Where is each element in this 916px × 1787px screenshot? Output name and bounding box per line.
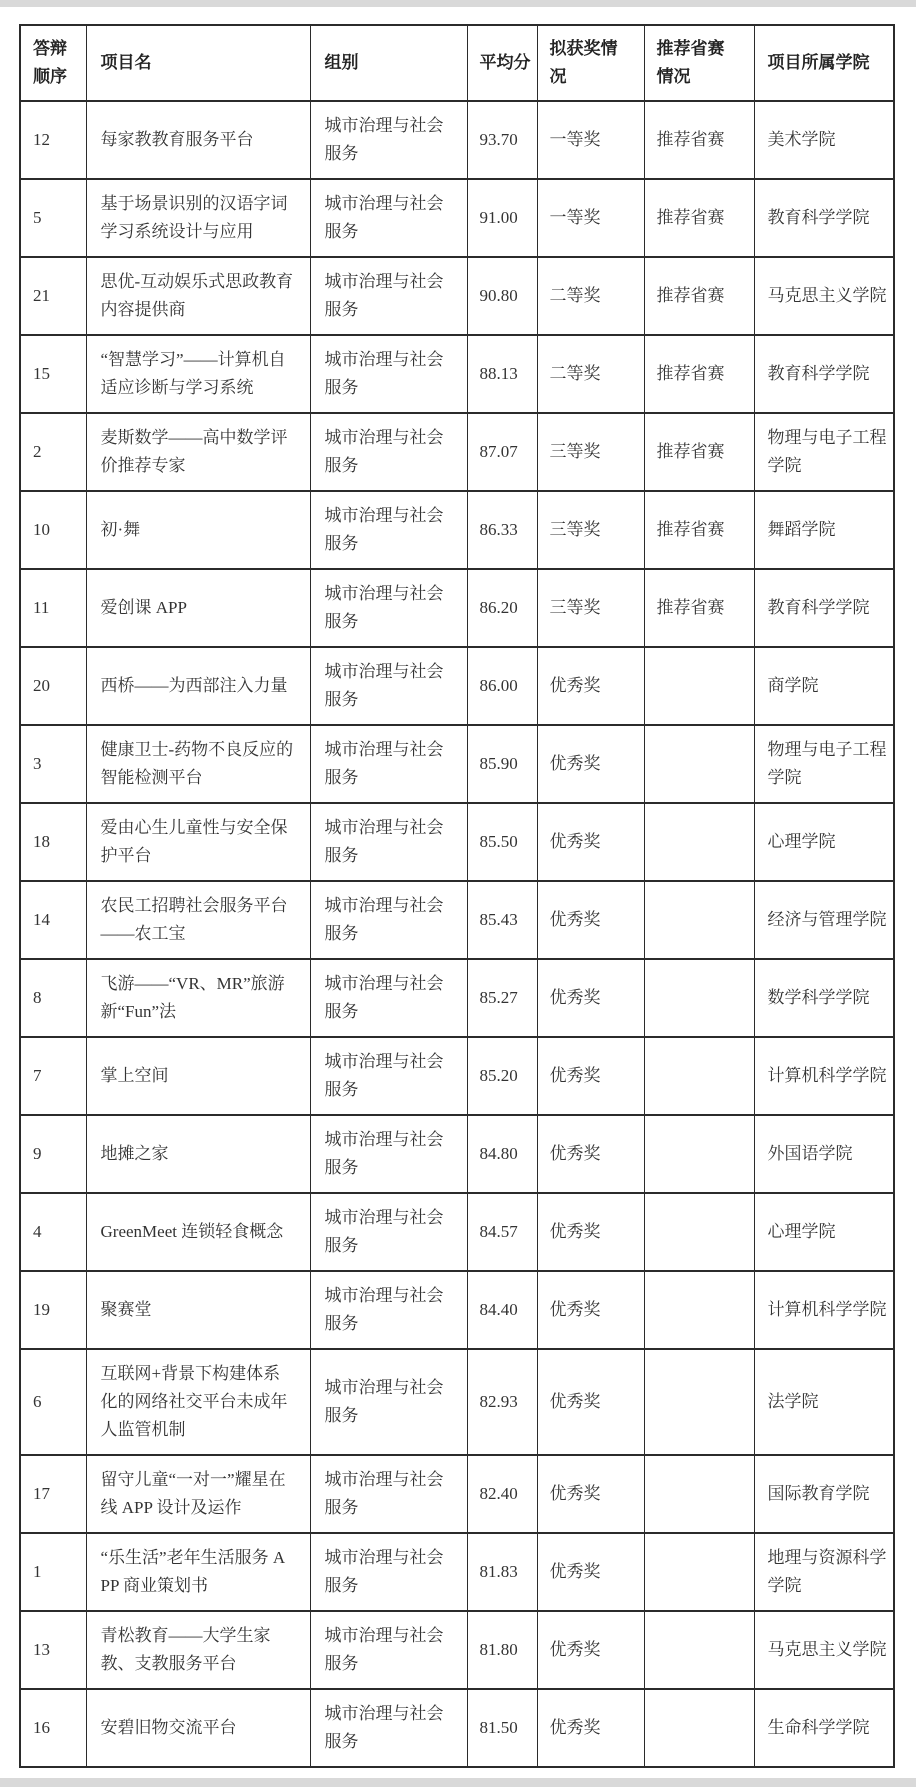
cell-defense-order: 7 — [20, 1037, 86, 1115]
cell-proposed-award: 优秀奖 — [537, 1455, 644, 1533]
cell-proposed-award: 三等奖 — [537, 413, 644, 491]
cell-group: 城市治理与社会服务 — [310, 647, 467, 725]
cell-provincial-recommendation — [644, 725, 754, 803]
cell-provincial-recommendation — [644, 803, 754, 881]
cell-average-score: 82.93 — [467, 1349, 537, 1455]
cell-defense-order: 9 — [20, 1115, 86, 1193]
cell-average-score: 93.70 — [467, 101, 537, 179]
cell-group: 城市治理与社会服务 — [310, 569, 467, 647]
cell-provincial-recommendation — [644, 1349, 754, 1455]
table-row — [20, 413, 894, 491]
table-row — [20, 1037, 894, 1115]
cell-proposed-award: 优秀奖 — [537, 1115, 644, 1193]
cell-project-name: 留守儿童“一对一”耀星在线 APP 设计及运作 — [86, 1455, 310, 1533]
cell-average-score: 85.20 — [467, 1037, 537, 1115]
table-row — [20, 1455, 894, 1533]
cell-group: 城市治理与社会服务 — [310, 803, 467, 881]
cell-group: 城市治理与社会服务 — [310, 335, 467, 413]
table-row — [20, 803, 894, 881]
cell-project-name: 青松教育——大学生家教、支教服务平台 — [86, 1611, 310, 1689]
cell-defense-order: 11 — [20, 569, 86, 647]
cell-defense-order: 16 — [20, 1689, 86, 1767]
cell-proposed-award: 优秀奖 — [537, 1193, 644, 1271]
table-row — [20, 725, 894, 803]
cell-defense-order: 18 — [20, 803, 86, 881]
table-row — [20, 1611, 894, 1689]
cell-defense-order: 4 — [20, 1193, 86, 1271]
cell-proposed-award: 优秀奖 — [537, 881, 644, 959]
cell-project-name: 基于场景识别的汉语字词学习系统设计与应用 — [86, 179, 310, 257]
cell-project-college: 经济与管理学院 — [754, 881, 894, 959]
cell-project-college: 教育科学学院 — [754, 569, 894, 647]
cell-project-college: 物理与电子工程学院 — [754, 413, 894, 491]
cell-project-college: 心理学院 — [754, 803, 894, 881]
cell-provincial-recommendation — [644, 1533, 754, 1611]
cell-provincial-recommendation — [644, 1037, 754, 1115]
header-defense-order: 答辩顺序 — [20, 25, 86, 101]
cell-project-college: 计算机科学学院 — [754, 1037, 894, 1115]
cell-provincial-recommendation: 推荐省赛 — [644, 335, 754, 413]
cell-defense-order: 17 — [20, 1455, 86, 1533]
results-table-header — [20, 25, 894, 101]
header-project-name: 项目名 — [86, 25, 310, 101]
cell-project-name: 爱创课 APP — [86, 569, 310, 647]
table-row — [20, 1349, 894, 1455]
cell-provincial-recommendation — [644, 881, 754, 959]
cell-proposed-award: 优秀奖 — [537, 1271, 644, 1349]
cell-defense-order: 20 — [20, 647, 86, 725]
table-row — [20, 1271, 894, 1349]
table-row — [20, 179, 894, 257]
cell-group: 城市治理与社会服务 — [310, 959, 467, 1037]
cell-proposed-award: 优秀奖 — [537, 647, 644, 725]
cell-project-college: 外国语学院 — [754, 1115, 894, 1193]
cell-provincial-recommendation: 推荐省赛 — [644, 101, 754, 179]
cell-project-college: 地理与资源科学学院 — [754, 1533, 894, 1611]
cell-defense-order: 12 — [20, 101, 86, 179]
cell-group: 城市治理与社会服务 — [310, 1115, 467, 1193]
cell-proposed-award: 一等奖 — [537, 179, 644, 257]
cell-proposed-award: 优秀奖 — [537, 1611, 644, 1689]
results-table-body — [20, 101, 894, 1767]
table-row — [20, 1193, 894, 1271]
header-group: 组别 — [310, 25, 467, 101]
table-row — [20, 569, 894, 647]
cell-project-name: “乐生活”老年生活服务 APP 商业策划书 — [86, 1533, 310, 1611]
cell-project-name: 健康卫士-药物不良反应的智能检测平台 — [86, 725, 310, 803]
cell-provincial-recommendation — [644, 1611, 754, 1689]
cell-provincial-recommendation — [644, 1455, 754, 1533]
cell-average-score: 84.80 — [467, 1115, 537, 1193]
cell-group: 城市治理与社会服务 — [310, 491, 467, 569]
cell-group: 城市治理与社会服务 — [310, 725, 467, 803]
cell-project-college: 商学院 — [754, 647, 894, 725]
header-row — [20, 25, 894, 101]
cell-group: 城市治理与社会服务 — [310, 1533, 467, 1611]
table-row — [20, 491, 894, 569]
cell-project-college: 马克思主义学院 — [754, 1611, 894, 1689]
cell-project-college: 国际教育学院 — [754, 1455, 894, 1533]
cell-provincial-recommendation — [644, 1193, 754, 1271]
cell-average-score: 81.83 — [467, 1533, 537, 1611]
cell-provincial-recommendation: 推荐省赛 — [644, 257, 754, 335]
cell-project-college: 法学院 — [754, 1349, 894, 1455]
cell-defense-order: 2 — [20, 413, 86, 491]
cell-group: 城市治理与社会服务 — [310, 1037, 467, 1115]
cell-defense-order: 6 — [20, 1349, 86, 1455]
cell-defense-order: 8 — [20, 959, 86, 1037]
table-row — [20, 959, 894, 1037]
cell-project-name: 农民工招聘社会服务平台——农工宝 — [86, 881, 310, 959]
cell-group: 城市治理与社会服务 — [310, 881, 467, 959]
table-row — [20, 335, 894, 413]
cell-project-name: 爱由心生儿童性与安全保护平台 — [86, 803, 310, 881]
cell-defense-order: 3 — [20, 725, 86, 803]
cell-proposed-award: 优秀奖 — [537, 1037, 644, 1115]
cell-average-score: 88.13 — [467, 335, 537, 413]
cell-average-score: 85.43 — [467, 881, 537, 959]
header-proposed-award: 拟获奖情况 — [537, 25, 644, 101]
cell-provincial-recommendation — [644, 1115, 754, 1193]
header-provincial-recommendation: 推荐省赛情况 — [644, 25, 754, 101]
cell-average-score: 86.33 — [467, 491, 537, 569]
cell-proposed-award: 三等奖 — [537, 491, 644, 569]
cell-project-name: 每家教教育服务平台 — [86, 101, 310, 179]
cell-project-college: 美术学院 — [754, 101, 894, 179]
cell-proposed-award: 优秀奖 — [537, 1689, 644, 1767]
cell-project-name: 飞游——“VR、MR”旅游新“Fun”法 — [86, 959, 310, 1037]
table-row — [20, 1115, 894, 1193]
cell-proposed-award: 优秀奖 — [537, 959, 644, 1037]
cell-provincial-recommendation — [644, 1689, 754, 1767]
cell-project-name: 安碧旧物交流平台 — [86, 1689, 310, 1767]
cell-average-score: 85.50 — [467, 803, 537, 881]
cell-group: 城市治理与社会服务 — [310, 1455, 467, 1533]
cell-provincial-recommendation: 推荐省赛 — [644, 569, 754, 647]
cell-provincial-recommendation — [644, 959, 754, 1037]
cell-defense-order: 15 — [20, 335, 86, 413]
cell-average-score: 82.40 — [467, 1455, 537, 1533]
table-row — [20, 1533, 894, 1611]
cell-project-college: 心理学院 — [754, 1193, 894, 1271]
table-row — [20, 257, 894, 335]
cell-proposed-award: 三等奖 — [537, 569, 644, 647]
cell-proposed-award: 优秀奖 — [537, 803, 644, 881]
cell-average-score: 85.27 — [467, 959, 537, 1037]
cell-proposed-award: 优秀奖 — [537, 725, 644, 803]
cell-average-score: 84.40 — [467, 1271, 537, 1349]
cell-project-name: 互联网+背景下构建体系化的网络社交平台未成年人监管机制 — [86, 1349, 310, 1455]
cell-average-score: 86.20 — [467, 569, 537, 647]
cell-proposed-award: 二等奖 — [537, 257, 644, 335]
cell-proposed-award: 优秀奖 — [537, 1349, 644, 1455]
cell-defense-order: 21 — [20, 257, 86, 335]
table-row — [20, 647, 894, 725]
cell-project-name: 麦斯数学——高中数学评价推荐专家 — [86, 413, 310, 491]
cell-proposed-award: 二等奖 — [537, 335, 644, 413]
cell-group: 城市治理与社会服务 — [310, 179, 467, 257]
cell-average-score: 81.50 — [467, 1689, 537, 1767]
cell-project-college: 数学科学学院 — [754, 959, 894, 1037]
cell-project-name: 思优-互动娱乐式思政教育内容提供商 — [86, 257, 310, 335]
cell-group: 城市治理与社会服务 — [310, 1271, 467, 1349]
cell-project-college: 生命科学学院 — [754, 1689, 894, 1767]
table-row — [20, 1689, 894, 1767]
cell-project-college: 教育科学学院 — [754, 335, 894, 413]
cell-average-score: 90.80 — [467, 257, 537, 335]
header-project-college: 项目所属学院 — [754, 25, 894, 101]
cell-average-score: 81.80 — [467, 1611, 537, 1689]
cell-project-name: 聚赛堂 — [86, 1271, 310, 1349]
document-page — [0, 7, 916, 1778]
cell-group: 城市治理与社会服务 — [310, 101, 467, 179]
cell-group: 城市治理与社会服务 — [310, 257, 467, 335]
cell-group: 城市治理与社会服务 — [310, 1349, 467, 1455]
table-row — [20, 881, 894, 959]
results-table — [19, 24, 895, 1768]
cell-project-name: 掌上空间 — [86, 1037, 310, 1115]
cell-proposed-award: 优秀奖 — [537, 1533, 644, 1611]
cell-proposed-award: 一等奖 — [537, 101, 644, 179]
cell-defense-order: 13 — [20, 1611, 86, 1689]
cell-project-college: 物理与电子工程学院 — [754, 725, 894, 803]
cell-project-college: 计算机科学学院 — [754, 1271, 894, 1349]
table-row — [20, 101, 894, 179]
cell-defense-order: 5 — [20, 179, 86, 257]
cell-average-score: 85.90 — [467, 725, 537, 803]
page — [0, 7, 916, 1787]
cell-group: 城市治理与社会服务 — [310, 1611, 467, 1689]
header-average-score: 平均分 — [467, 25, 537, 101]
cell-project-name: “智慧学习”——计算机自适应诊断与学习系统 — [86, 335, 310, 413]
cell-provincial-recommendation — [644, 647, 754, 725]
cell-provincial-recommendation: 推荐省赛 — [644, 179, 754, 257]
cell-project-name: 西桥——为西部注入力量 — [86, 647, 310, 725]
cell-average-score: 87.07 — [467, 413, 537, 491]
cell-average-score: 84.57 — [467, 1193, 537, 1271]
cell-provincial-recommendation: 推荐省赛 — [644, 413, 754, 491]
cell-project-college: 舞蹈学院 — [754, 491, 894, 569]
cell-defense-order: 1 — [20, 1533, 86, 1611]
cell-defense-order: 10 — [20, 491, 86, 569]
cell-defense-order: 19 — [20, 1271, 86, 1349]
cell-project-college: 教育科学学院 — [754, 179, 894, 257]
cell-average-score: 91.00 — [467, 179, 537, 257]
cell-group: 城市治理与社会服务 — [310, 413, 467, 491]
cell-project-college: 马克思主义学院 — [754, 257, 894, 335]
cell-project-name: 地摊之家 — [86, 1115, 310, 1193]
cell-defense-order: 14 — [20, 881, 86, 959]
cell-project-name: 初·舞 — [86, 491, 310, 569]
cell-group: 城市治理与社会服务 — [310, 1689, 467, 1767]
cell-project-name: GreenMeet 连锁轻食概念 — [86, 1193, 310, 1271]
cell-average-score: 86.00 — [467, 647, 537, 725]
cell-group: 城市治理与社会服务 — [310, 1193, 467, 1271]
cell-provincial-recommendation: 推荐省赛 — [644, 491, 754, 569]
cell-provincial-recommendation — [644, 1271, 754, 1349]
